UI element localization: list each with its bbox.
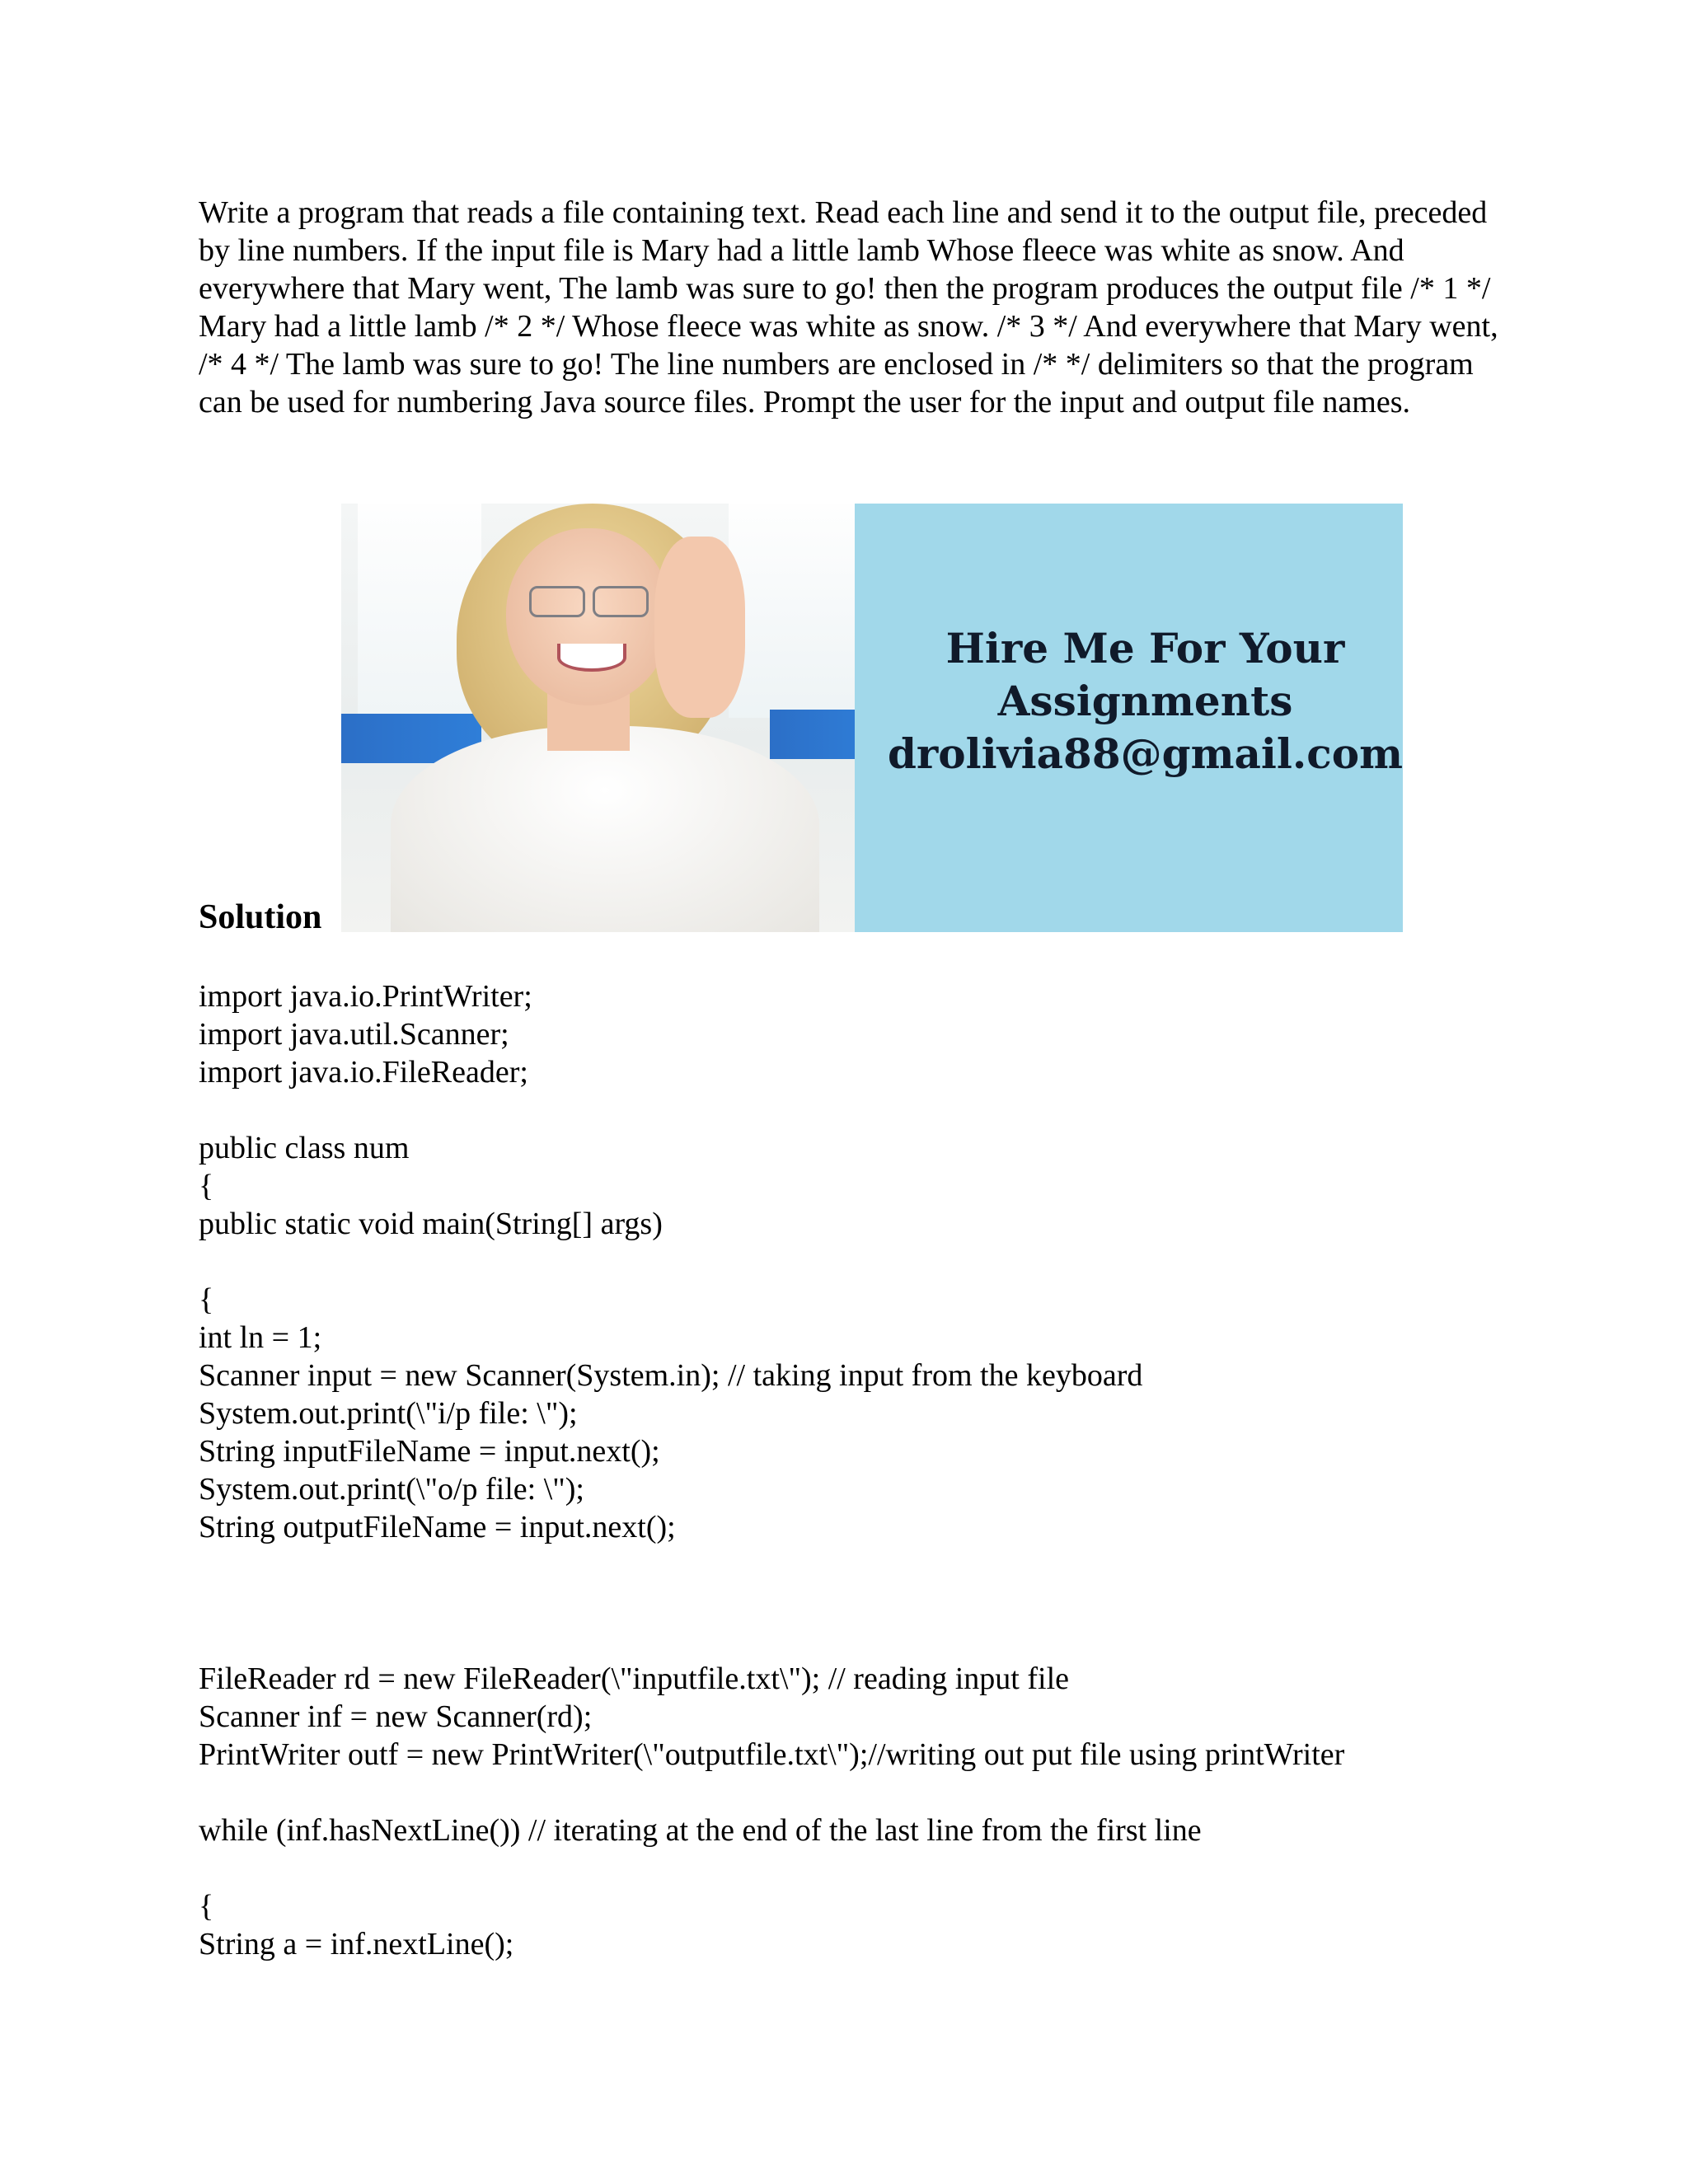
code-line: import java.util.Scanner; [199, 1017, 509, 1052]
code-line: String inputFileName = input.next(); [199, 1434, 660, 1469]
code-line: { [199, 1169, 214, 1203]
code-line: import java.io.FileReader; [199, 1055, 528, 1090]
code-line [199, 1091, 1600, 1129]
code-line: String outputFileName = input.next(); [199, 1510, 676, 1544]
code-line: public class num [199, 1131, 410, 1165]
code-line: System.out.print(\"i/p file: \"); [199, 1396, 578, 1431]
question-text: Write a program that reads a file containing text. Read each line and send it to the output file, preceded by line numbers. If the input file is Mary had a little lamb Whose fleece was white as snow. And everywhere that Mary went, The lamb was sure to go! then the program produces the output file /* 1 */ Mary had a little lamb /* 2 */ Whose fleece was white as snow. /* 3 */ And everywhere that Mary went, /* 4 */ The lamb was sure to go! The line numbers are enclosed in /* */ delimiters so that the program can be used for numbering Java source files. Prompt the user for the input and output file names. [199, 195, 1498, 419]
advert-line-2: Assignments [997, 677, 1293, 725]
advert-line-1: Hire Me For Your [945, 624, 1345, 673]
code-line [199, 1622, 1600, 1660]
advert-panel [855, 504, 1403, 932]
code-line [199, 1243, 1600, 1281]
solution-heading: Solution [199, 898, 322, 936]
code-line [199, 1546, 1600, 1584]
code-line: Scanner inf = new Scanner(rd); [199, 1699, 593, 1734]
code-line: Scanner input = new Scanner(System.in); // taking input from the keyboard [199, 1358, 1143, 1393]
code-line [199, 1584, 1600, 1622]
advert-email: drolivia88@gmail.com [887, 729, 1403, 778]
code-line: System.out.print(\"o/p file: \"); [199, 1472, 584, 1507]
code-line: import java.io.PrintWriter; [199, 979, 532, 1014]
code-line: { [199, 1889, 214, 1924]
code-line: FileReader rd = new FileReader(\"inputfile.txt\"); // reading input file [199, 1661, 1070, 1696]
code-line: public static void main(String[] args) [199, 1207, 663, 1241]
advert-banner-image [341, 504, 1403, 932]
solution-code [199, 977, 1600, 1963]
code-line [199, 1774, 1600, 1811]
code-line: while (inf.hasNextLine()) // iterating at the end of the last line from the first line [199, 1813, 1202, 1848]
woman-photo [341, 504, 855, 932]
code-line: String a = inf.nextLine(); [199, 1927, 514, 1961]
code-line: int ln = 1; [199, 1320, 322, 1355]
code-line: PrintWriter outf = new PrintWriter(\"outputfile.txt\");//writing out put file using printWriter [199, 1737, 1345, 1772]
code-line: { [199, 1282, 214, 1317]
code-line [199, 1849, 1600, 1887]
